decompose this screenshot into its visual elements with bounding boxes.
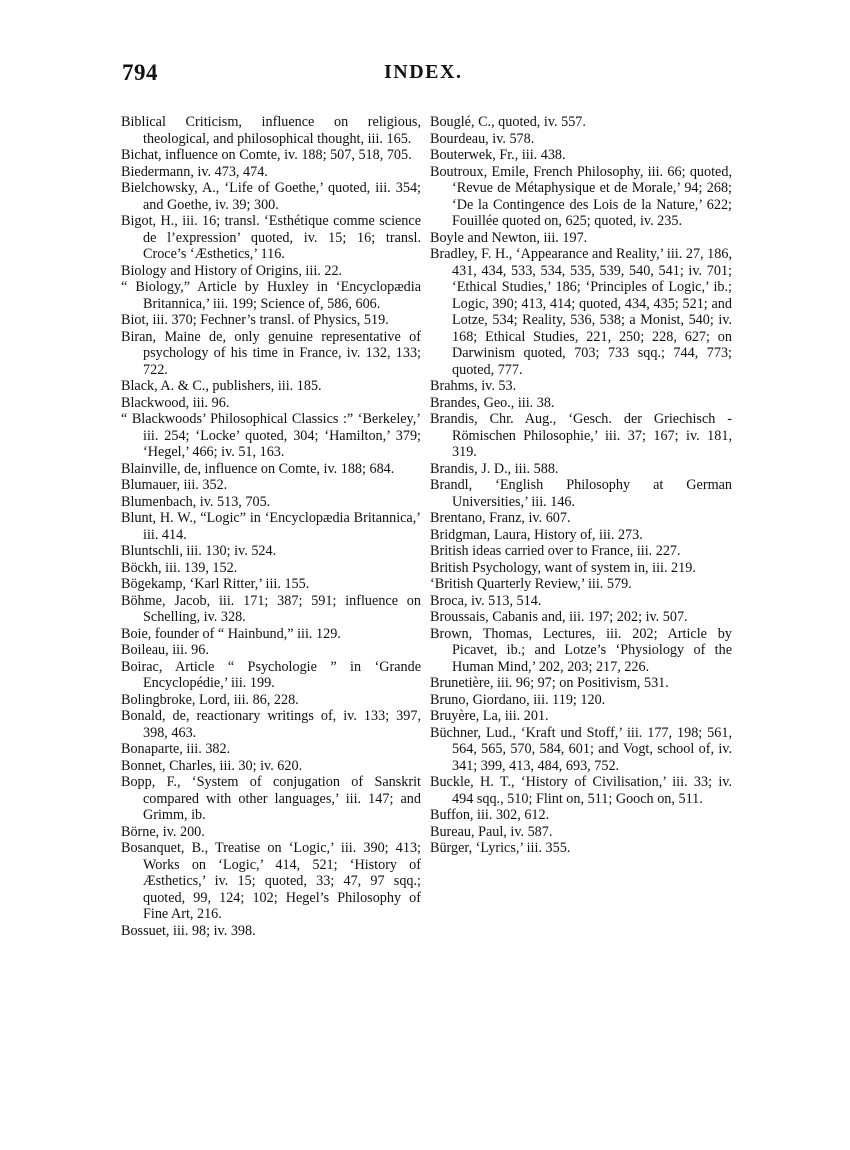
index-entry: Bourdeau, iv. 578.: [430, 130, 535, 147]
running-title: INDEX.: [384, 61, 463, 83]
index-entry: Brandl, ‘English Philosophy at German Universities,’ iii. 146.: [430, 477, 732, 510]
index-entry: Bureau, Paul, iv. 587.: [430, 823, 553, 840]
index-entry: Bonnet, Charles, iii. 30; iv. 620.: [121, 757, 303, 774]
index-entry: Brahms, iv. 53.: [430, 378, 517, 394]
page-header: [0, 60, 850, 94]
index-entry: Brandis, J. D., iii. 588.: [430, 460, 559, 477]
index-entry: Bradley, F. H., ‘Appearance and Reality,’ iii. 27, 186, 431, 434, 533, 534, 535, 539, 540, 541; iv. 701; ‘Ethical Studies,’ 186; ‘Principles of Logic,’ ib.; Logic, 390; 413, 414; quoted, 434, 435; 521; and Lotze, 534; Reality, 536, 538; a Monist, 540; iv. 168; Ethical Studies, 221, 250; 228, 627; on Darwinism quoted, 703; 733 sqq.; 744, 773; quoted, 777.: [430, 246, 732, 378]
index-entry: Biedermann, iv. 473, 474.: [121, 163, 268, 180]
index-entry: “ Blackwoods’ Philosophical Classics :” ‘Berkeley,’ iii. 254; ‘Locke’ quoted, 304; ‘Hamilton,’ 379; ‘Hegel,’ 466; iv. 51, 163.: [121, 411, 421, 460]
index-entry: Boutroux, Emile, French Philosophy, iii. 66; quoted, ‘Revue de Métaphysique et de Morale,’ 94; 268; ‘De la Contingence des Lois de la Nature,’ 622; Fouillée quoted on, 625; quoted, iv. 235.: [430, 163, 732, 229]
index-entry: Blainville, de, influence on Comte, iv. 188; 684.: [121, 460, 395, 477]
index-entry: Boileau, iii. 96.: [121, 642, 209, 658]
index-entry: British Psychology, want of system in, iii. 219.: [430, 559, 696, 576]
index-entry: Boyle and Newton, iii. 197.: [430, 229, 588, 246]
index-entry: Boie, founder of “ Hainbund,” iii. 129.: [121, 625, 341, 642]
index-entry: Blunt, H. W., “Logic” in ‘Encyclopædia Britannica,’ iii. 414.: [121, 510, 421, 543]
page-number: 794: [122, 60, 158, 85]
index-entry: Bluntschli, iii. 130; iv. 524.: [121, 543, 277, 559]
index-column-left: [121, 114, 421, 939]
index-entry: Bonald, de, reactionary writings of, iv. 133; 397, 398, 463.: [121, 708, 421, 741]
index-entry: Bigot, H., iii. 16; transl. ‘Esthétique comme science de l’expression’ quoted, iv. 15; 16; transl. Croce’s ‘Æsthetics,’ 116.: [121, 213, 421, 262]
index-entry: Biology and History of Origins, iii. 22.: [121, 262, 343, 279]
index-entry: Brown, Thomas, Lectures, iii. 202; Article by Picavet, ib.; and Lotze’s ‘Physiology of the Human Mind,’ 202, 203; 217, 226.: [430, 625, 732, 675]
index-entry: ‘British Quarterly Review,’ iii. 579.: [430, 576, 632, 592]
index-entry: Brandes, Geo., iii. 38.: [430, 394, 555, 411]
index-column-right: [430, 114, 732, 857]
index-entry: Bouglé, C., quoted, iv. 557.: [430, 114, 586, 130]
index-entry: “ Biology,” Article by Huxley in ‘Encyclopædia Britannica,’ iii. 199; Science of, 586, 606.: [121, 279, 421, 312]
index-entry: Bichat, influence on Comte, iv. 188; 507, 518, 705.: [121, 147, 412, 163]
index-entry: Blackwood, iii. 96.: [121, 394, 230, 411]
index-entry: Bouterwek, Fr., iii. 438.: [430, 147, 566, 163]
index-entry: Böckh, iii. 139, 152.: [121, 559, 238, 576]
index-entry: Buckle, H. T., ‘History of Civilisation,’ iii. 33; iv. 494 sqq., 510; Flint on, 511; Gooch on, 511.: [430, 774, 732, 807]
index-entry: Bruno, Giordano, iii. 119; 120.: [430, 691, 606, 708]
index-entry: Brandis, Chr. Aug., ‘Gesch. der Griechisch - Römischen Philosophie,’ iii. 37; 167; iv. 181, 319.: [430, 411, 732, 460]
index-entry: Boirac, Article “ Psychologie ” in ‘Grande Encyclopédie,’ iii. 199.: [121, 658, 421, 691]
index-entry: Bielchowsky, A., ‘Life of Goethe,’ quoted, iii. 354; and Goethe, iv. 39; 300.: [121, 180, 421, 213]
index-entry: Biot, iii. 370; Fechner’s transl. of Physics, 519.: [121, 312, 389, 328]
index-entry: Bonaparte, iii. 382.: [121, 741, 231, 757]
index-entry: Bosanquet, B., Treatise on ‘Logic,’ iii. 390; 413; Works on ‘Logic,’ 414, 521; ‘History of Æsthetics,’ iv. 15; quoted, 33; 47, 97 sqq.; quoted, 99, 124; 102; Hegel’s Philosophy of Fine Art, 216.: [121, 840, 421, 922]
index-entry: Bossuet, iii. 98; iv. 398.: [121, 922, 256, 939]
index-entry: Blumenbach, iv. 513, 705.: [121, 493, 271, 510]
index-entry: Brentano, Franz, iv. 607.: [430, 510, 571, 526]
index-entry: Büchner, Lud., ‘Kraft und Stoff,’ iii. 177, 198; 561, 564, 565, 570, 584, 601; and Vogt, school of, iv. 341; 399, 413, 484, 693, 752.: [430, 724, 732, 774]
index-entry: Black, A. & C., publishers, iii. 185.: [121, 378, 322, 394]
index-entry: Böhme, Jacob, iii. 171; 387; 591; influence on Schelling, iv. 328.: [121, 592, 421, 625]
index-entry: Biblical Criticism, influence on religious, theological, and philosophical thought, iii. 165.: [121, 114, 421, 147]
index-entry: Brunetière, iii. 96; 97; on Positivism, 531.: [430, 675, 669, 691]
index-entry: Börne, iv. 200.: [121, 823, 205, 840]
index-entry: Broca, iv. 513, 514.: [430, 592, 542, 609]
index-entry: Bopp, F., ‘System of conjugation of Sanskrit compared with other languages,’ iii. 147; and Grimm, ib.: [121, 774, 421, 823]
index-entry: Broussais, Cabanis and, iii. 197; 202; iv. 507.: [430, 609, 688, 625]
index-entry: Buffon, iii. 302, 612.: [430, 807, 550, 823]
index-entry: Blumauer, iii. 352.: [121, 477, 228, 493]
index-entry: British ideas carried over to France, iii. 227.: [430, 543, 681, 559]
index-entry: Bögekamp, ‘Karl Ritter,’ iii. 155.: [121, 576, 310, 592]
index-entry: Biran, Maine de, only genuine representative of psychology of his time in France, iv. 132, 133; 722.: [121, 328, 421, 378]
index-entry: Bruyère, La, iii. 201.: [430, 708, 549, 724]
index-entry: Bridgman, Laura, History of, iii. 273.: [430, 526, 643, 543]
index-entry: Bürger, ‘Lyrics,’ iii. 355.: [430, 840, 571, 856]
index-entry: Bolingbroke, Lord, iii. 86, 228.: [121, 691, 299, 708]
